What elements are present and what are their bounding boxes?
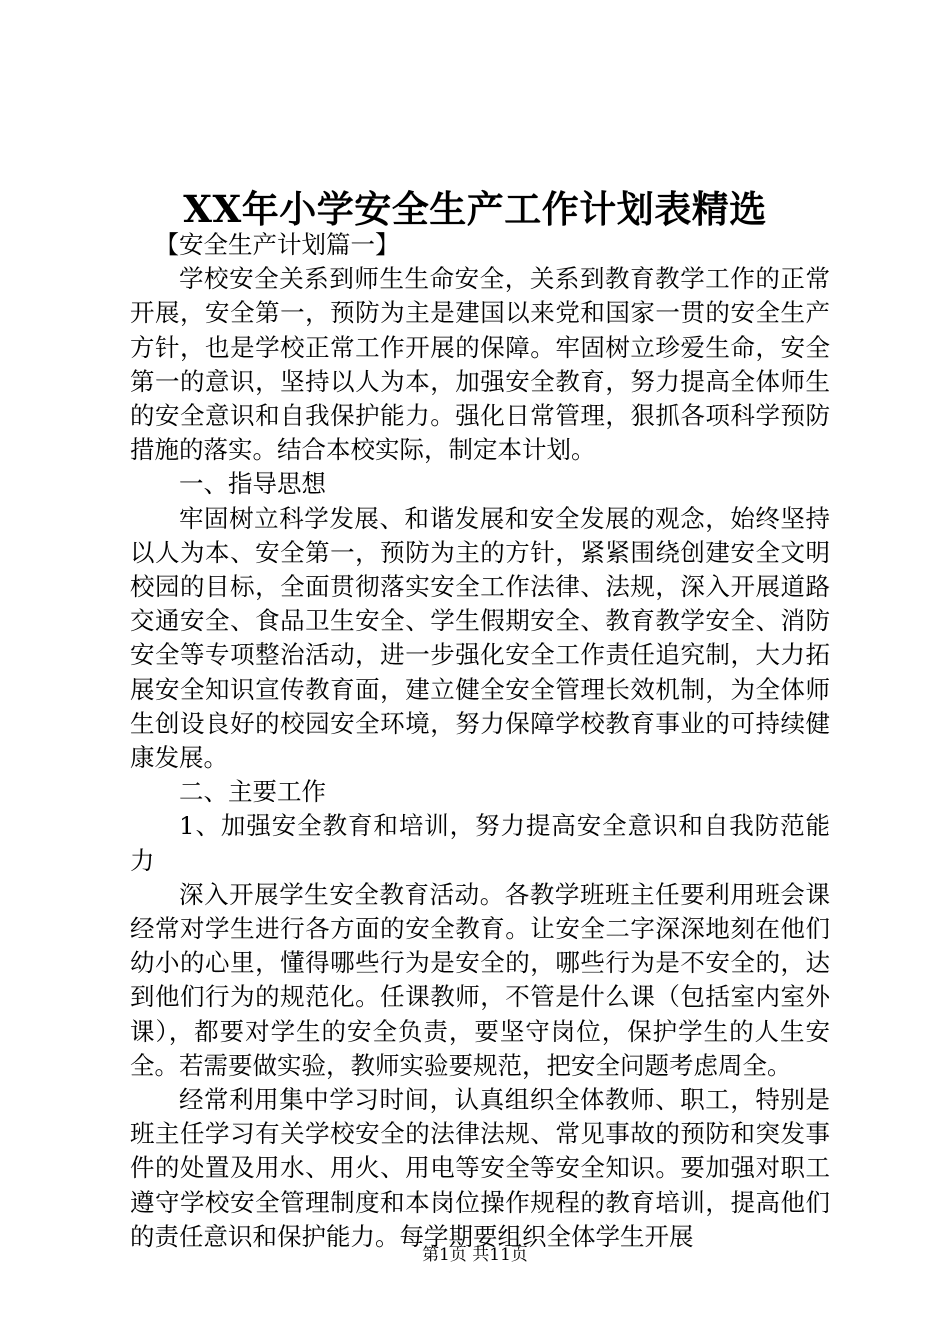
paragraph-staff-training: 经常利用集中学习时间，认真组织全体教师、职工，特别是班主任学习有关学校安全的法律法规、常见事故的预防和突发事件的处置及用水、用火、用电等安全等安全知识。要加强对职工遵守学校安全管理制度和本岗位操作规程的教育培训，提高他们的责任意识和保护能力。每学期要组织全体学生开展: [130, 1085, 830, 1251]
section-heading-guiding-thought: 一、指导思想: [179, 469, 326, 499]
document-body: [130, 228, 830, 1254]
page-total: 共11页: [472, 1245, 528, 1265]
subsection-heading-safety-education: 1、加强安全教育和培训，努力提高安全意识和自我防范能力: [130, 811, 830, 875]
paragraph-guiding-thought: 牢固树立科学发展、和谐发展和安全发展的观念，始终坚持以人为本、安全第一，预防为主的方针，紧紧围绕创建安全文明校园的目标，全面贯彻落实安全工作法律、法规，深入开展道路交通安全、食品卫生安全、学生假期安全、教育教学安全、消防安全等专项整治活动，进一步强化安全工作责任追究制，大力拓展安全知识宣传教育面，建立健全安全管理长效机制，为全体师生创设良好的校园安全环境，努力保障学校教育事业的可持续健康发展。: [130, 503, 830, 773]
page-number: 第1页: [422, 1245, 467, 1265]
section-heading-plan-one: 【安全生产计划篇一】: [154, 230, 400, 259]
paragraph-intro: 学校安全关系到师生生命安全，关系到教育教学工作的正常开展，安全第一，预防为主是建国以来党和国家一贯的安全生产方针，也是学校正常工作开展的保障。牢固树立珍爱生命，安全第一的意识，坚持以人为本，加强安全教育，努力提高全体师生的安全意识和自我保护能力。强化日常管理，狠抓各项科学预防措施的落实。结合本校实际，制定本计划。: [130, 264, 830, 465]
page-footer: [0, 1243, 950, 1267]
section-heading-main-work: 二、主要工作: [179, 777, 326, 807]
paragraph-student-education: 深入开展学生安全教育活动。各教学班班主任要利用班会课经常对学生进行各方面的安全教育。让安全二字深深地刻在他们幼小的心里，懂得哪些行为是安全的，哪些行为是不安全的，达到他们行为的规范化。任课教师，不管是什么课（包括室内室外课），都要对学生的安全负责，要坚守岗位，保护学生的人生安全。若需要做实验，教师实验要规范，把安全问题考虑周全。: [130, 879, 830, 1080]
document-title: XX年小学安全生产工作计划表精选: [183, 187, 767, 231]
